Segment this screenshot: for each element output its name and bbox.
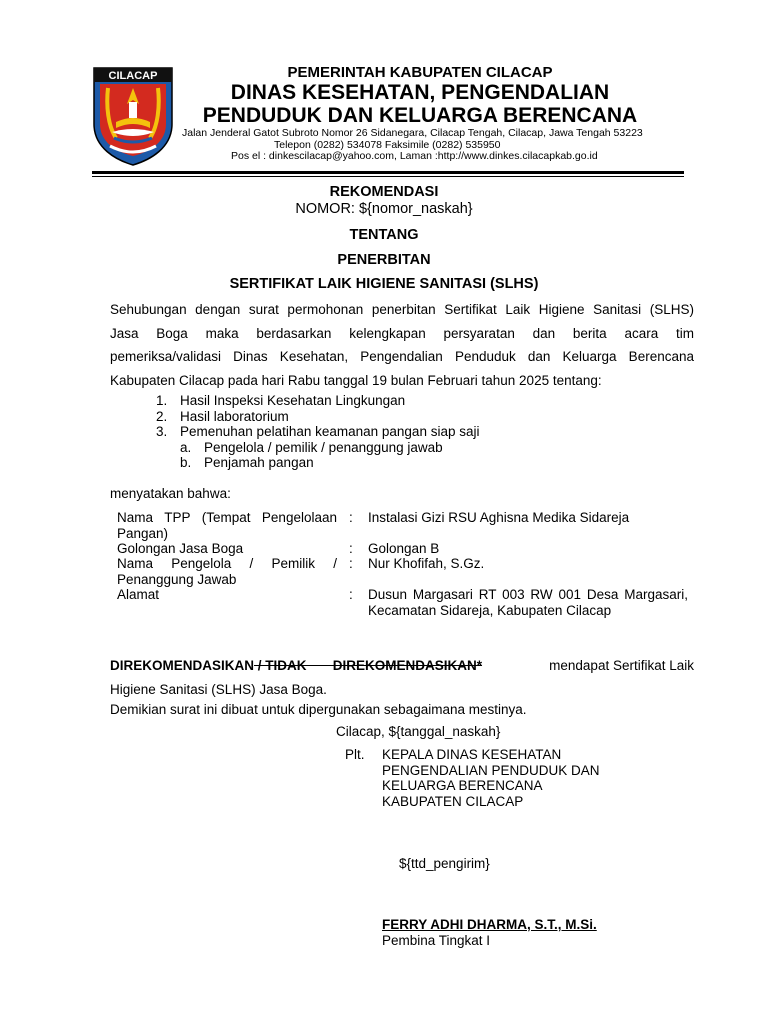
heading-subject-2: SERTIFIKAT LAIK HIGIENE SANITASI (SLHS): [229, 276, 539, 292]
decision-rest-1: mendapat Sertifikat Laik: [545, 658, 694, 673]
tpp-label: Nama TPP (Tempat Pengelolaan Pangan): [117, 510, 337, 541]
agency-address: Jalan Jenderal Gatot Subroto Nomor 26 Sidanegara, Cilacap Tengah, Cilacap, Jawa Tengah 53223: [182, 127, 643, 139]
tpp-value: Instalasi Gizi RSU Aghisna Medika Sidareja: [368, 510, 630, 525]
basis-list: [156, 393, 479, 471]
intro-line-1: Sehubungan dengan surat permohonan penerbitan Sertifikat Laik Higiene Sanitasi (SLHS): [110, 302, 694, 317]
closing-text: Demikian surat ini dibuat untuk dipergunakan sebagaimana mestinya.: [110, 702, 527, 717]
details-table: [117, 510, 692, 635]
list-item: 3. Pemenuhan pelatihan keamanan pangan siap saji: [156, 424, 480, 439]
manager-value: Nur Khofifah, S.Gz.: [368, 556, 485, 571]
heading-subject-1: PENERBITAN: [337, 252, 431, 268]
intro-line-2: Jasa Boga maka berdasarkan kelengkapan persyaratan dan berita acara tim: [110, 325, 694, 341]
statement-text: menyatakan bahwa:: [110, 486, 231, 501]
agency-name-line-1: DINAS KESEHATAN, PENGENDALIAN: [230, 81, 610, 104]
manager-label: Nama Pengelola / Pemilik / Penanggung Jawab: [117, 556, 337, 587]
agency-phone: Telepon (0282) 534078 Faksimile (0282) 535950: [274, 139, 501, 151]
decision-rest-2: Higiene Sanitasi (SLHS) Jasa Boga.: [110, 681, 327, 697]
group-value: Golongan B: [368, 541, 440, 556]
colon: :: [349, 587, 353, 602]
plt-label: Plt.: [345, 747, 365, 762]
place-date: Cilacap, ${tanggal_naskah}: [336, 724, 501, 739]
address-value: Dusun Margasari RT 003 RW 001 Desa Margasari, Kecamatan Sidareja, Kabupaten Cilacap: [368, 587, 688, 618]
heading-about: TENTANG: [349, 227, 419, 243]
group-label: Golongan Jasa Boga: [117, 541, 244, 556]
colon: :: [349, 510, 353, 525]
recommended-text: DIREKOMENDASIKAN: [110, 658, 255, 673]
letterhead-thick-rule: [92, 171, 684, 174]
letterhead-thin-rule: [92, 176, 684, 177]
document-title: REKOMENDASI: [329, 184, 439, 200]
intro-line-4: Kabupaten Cilacap pada hari Rabu tanggal 19 bulan Februari tahun 2025 tentang:: [110, 372, 602, 388]
agency-email-website: Pos el : dinkescilacap@yahoo.com, Laman :http://www.dinkes.cilacapkab.go.id: [231, 150, 598, 162]
colon: :: [349, 541, 353, 556]
address-label: Alamat: [117, 587, 160, 602]
signer-name: FERRY ADHI DHARMA, S.T., M.Si.: [382, 917, 597, 932]
signer-rank: Pembina Tingkat I: [382, 933, 491, 948]
struck-not-recommended-text: / TIDAK DIREKOMENDASIKAN*: [254, 658, 483, 673]
decision-paragraph: [110, 654, 694, 701]
signer-position: KEPALA DINAS KESEHATAN PENGENDALIAN PENDUDUK DAN KELUARGA BERENCANA KABUPATEN CILACAP: [382, 747, 600, 809]
agency-name-line-2: PENDUDUK DAN KELUARGA BERENCANA: [202, 104, 638, 127]
government-name: PEMERINTAH KABUPATEN CILACAP: [287, 64, 553, 81]
intro-paragraph: [110, 298, 694, 392]
document-number: NOMOR: ${nomor_naskah}: [295, 201, 473, 217]
list-item: 1. Hasil Inspeksi Kesehatan Lingkungan: [156, 393, 406, 408]
list-item: 2. Hasil laboratorium: [156, 408, 289, 424]
logo-label: CILACAP: [108, 70, 158, 82]
signature-placeholder: ${ttd_pengirim}: [399, 856, 490, 871]
colon: :: [349, 556, 353, 571]
sub-list-item: b. Penjamah pangan: [180, 455, 314, 470]
intro-line-3: pemeriksa/validasi Dinas Kesehatan, Pengendalian Penduduk dan Keluarga Berencana: [110, 349, 694, 364]
sub-list-item: a. Pengelola / pemilik / penanggung jawab: [180, 439, 443, 455]
